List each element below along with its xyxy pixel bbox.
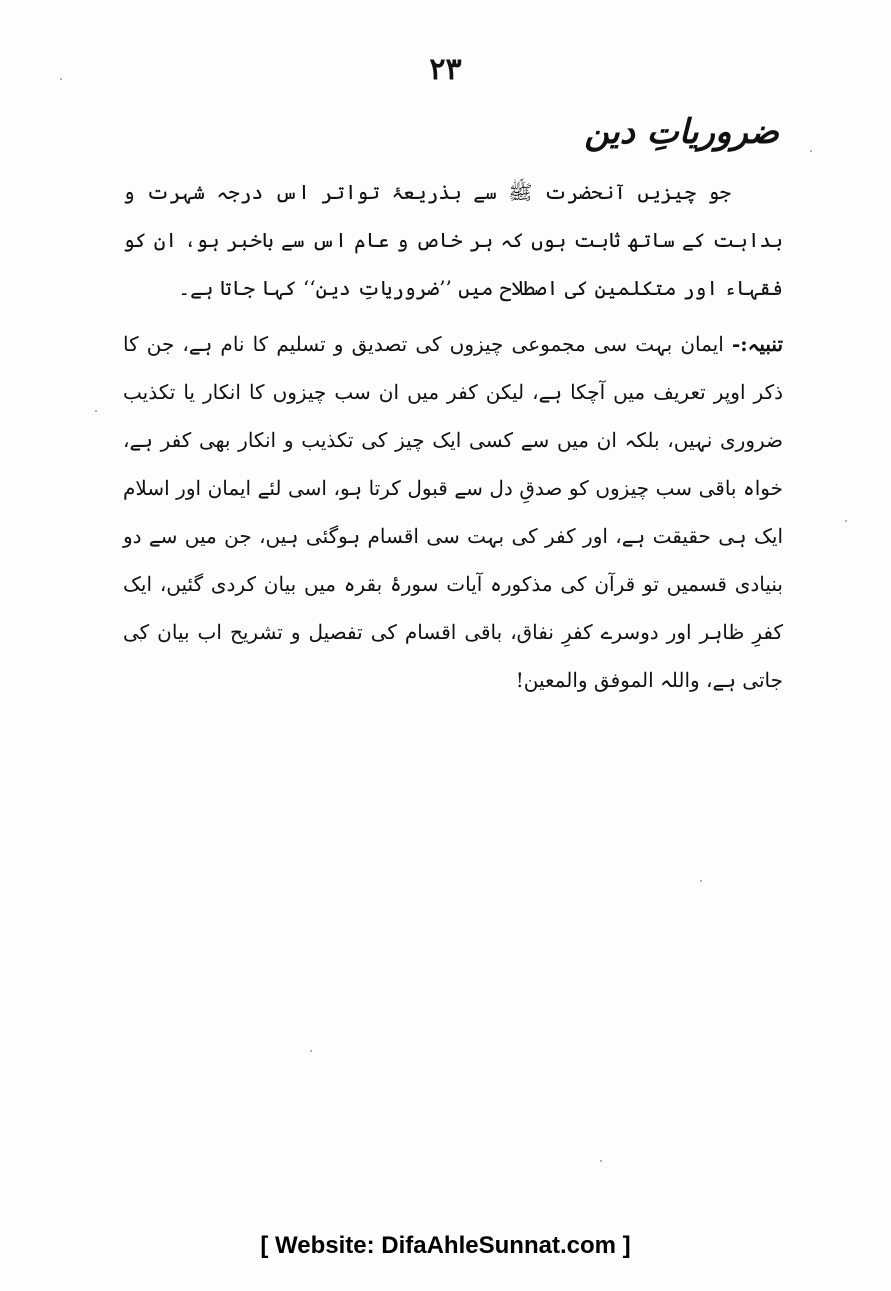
note-text: ایمان بہت سی مجموعی چیزوں کی تصدیق و تسلیم کا نام ہے، جن کا ذکر اوپر تعریف میں آچکا ہے، لیکن کفر میں ان سب چیزوں کا انکار یا تکذیب ضروری نہیں، بلکہ ان میں سے کسی ایک چیز کی تکذیب و انکار بھی کفر ہے، خواہ باقی سب چیزوں کو صدقِ دل سے قبول کرتا ہو، اسی لئے ایمان اور اسلام ایک ہی حقیقت ہے، اور کفر کی بہت سی اقسام ہوگئی ہیں، جن میں سے دو بنیادی قسمیں تو قرآن کی مذکورہ آیات سورۂ بقرہ میں بیان کردی گئیں، ایک کفرِ ظاہر اور دوسرے کفرِ نفاق، باقی اقسام کی تفصیل و تشریح اب بیان کی جاتی ہے، واللہ الموفق والمعین! [123,332,784,692]
note-label: تنبیہ:- [731,332,784,356]
page-number: ۲۳ [429,52,462,87]
body-text [123,168,783,704]
paragraph-note [123,320,783,704]
section-heading: ضروریاتِ دین [584,112,779,152]
website-footer: [ Website: DifaAhleSunnat.com ] [260,1232,631,1259]
paragraph-definition: جو چیزیں آنحضرت ﷺ سے بذریعۂ تواتر اس درجہ شہرت و بداہت کے ساتھ ثابت ہوں کہ ہر خاص و عام اس سے باخبر ہو، ان کو فقہاء اور متکلمین کی اصطلاح میں ’’ضروریاتِ دین‘‘ کہا جاتا ہے۔ [123,180,783,300]
